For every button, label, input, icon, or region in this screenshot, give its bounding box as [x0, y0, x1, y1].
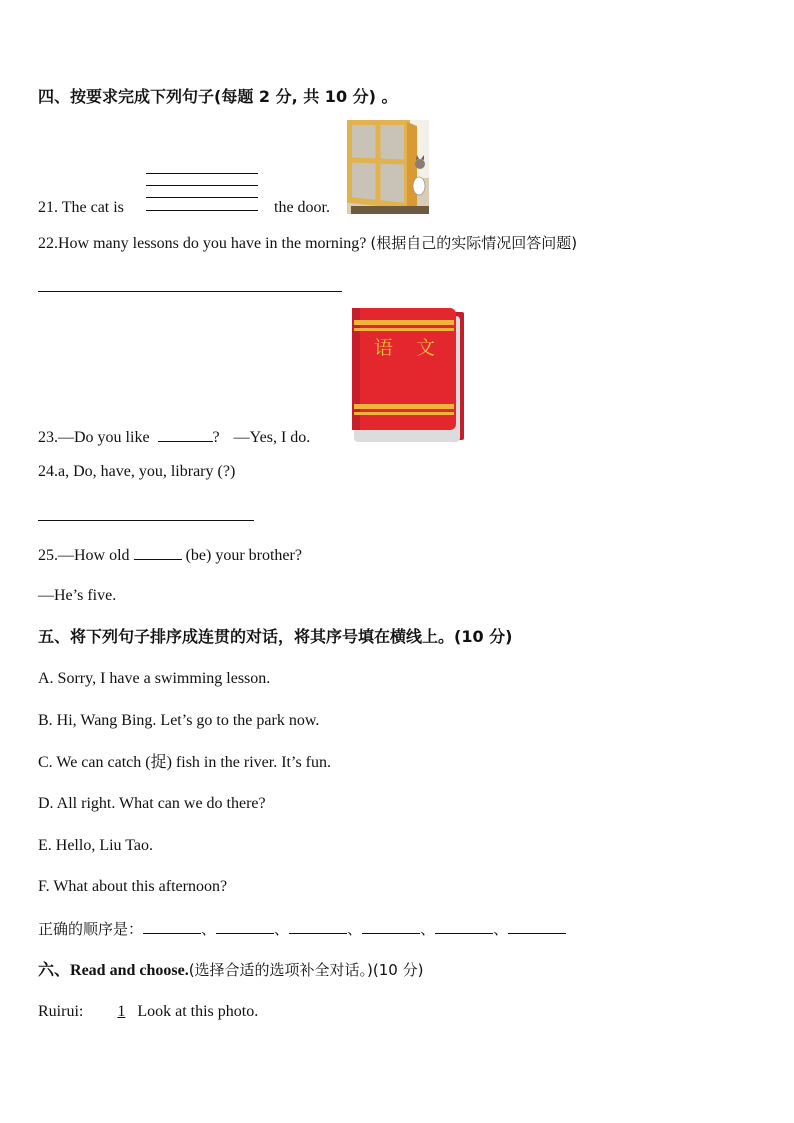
question-24: 24.a, Do, have, you, library (?) — [38, 463, 236, 480]
section6-note: (选择合适的选项补全对话。)(10 分) — [188, 961, 424, 979]
order-label: 正确的顺序是： — [38, 920, 144, 938]
book-label-char: 语 — [374, 337, 394, 359]
separator: 、 — [493, 920, 509, 938]
answer-blank[interactable] — [134, 545, 182, 560]
section6-heading — [38, 960, 423, 981]
question-22 — [38, 233, 577, 254]
order-blank-2[interactable] — [216, 919, 274, 934]
cat-behind-door-picture — [347, 120, 429, 214]
order-blank-4[interactable] — [362, 919, 420, 934]
q22-note: (根据自己的实际情况回答问题) — [370, 234, 578, 252]
chinese-book-picture — [350, 306, 466, 444]
order-blank-5[interactable] — [435, 919, 493, 934]
order-blank-1[interactable] — [143, 919, 201, 934]
dialogue-blank-1[interactable] — [93, 1003, 133, 1020]
answer-line[interactable] — [146, 185, 258, 186]
dialogue-text: Look at this photo. — [137, 1003, 259, 1020]
section6-title: Read and choose. — [70, 962, 189, 979]
separator: 、 — [274, 920, 290, 938]
q21-prefix: 21. The cat is — [38, 199, 124, 216]
answer-line[interactable] — [146, 173, 258, 174]
q25-reply: —He’s five. — [38, 587, 117, 604]
option-f: F. What about this afternoon? — [38, 878, 228, 895]
option-e: E. Hello, Liu Tao. — [38, 837, 154, 854]
answer-line[interactable] — [146, 210, 258, 211]
section5-heading: 五、将下列句子排序成连贯的对话，将其序号填在横线上。(10 分) — [38, 627, 513, 646]
q25-prefix: 25.—How old — [38, 547, 130, 564]
section6-number: 六、 — [38, 960, 71, 979]
section4-heading: 四、按要求完成下列句子(每题 2 分, 共 10 分) 。 — [38, 87, 398, 106]
q23-reply: —Yes, I do. — [233, 429, 311, 446]
q25-suffix: (be) your brother? — [185, 547, 302, 564]
q23-prefix: 23.—Do you like — [38, 429, 150, 446]
question-21 — [38, 198, 124, 218]
q21-suffix: the door. — [274, 199, 330, 216]
dialogue-line-1 — [38, 1002, 258, 1022]
question-25 — [38, 545, 302, 566]
answer-blank[interactable] — [158, 427, 213, 442]
separator: 、 — [420, 920, 436, 938]
blank-number: 1 — [117, 1003, 126, 1020]
answer-line[interactable] — [38, 520, 254, 521]
separator: 、 — [201, 920, 217, 938]
book-label-char: 文 — [416, 337, 436, 359]
option-c: C. We can catch (捉) fish in the river. It’s fun. — [38, 754, 332, 771]
order-blank-3[interactable] — [289, 919, 347, 934]
order-answer-row — [38, 919, 566, 940]
option-a: A. Sorry, I have a swimming lesson. — [38, 670, 271, 687]
q23-question-mark: ? — [212, 429, 220, 446]
answer-line[interactable] — [38, 291, 342, 292]
question-23 — [38, 427, 310, 448]
answer-line[interactable] — [146, 197, 258, 198]
separator: 、 — [347, 920, 363, 938]
q22-text: 22.How many lessons do you have in the morning? — [38, 235, 367, 252]
option-d: D. All right. What can we do there? — [38, 795, 266, 812]
order-blank-6[interactable] — [508, 919, 566, 934]
speaker-name: Ruirui: — [38, 1003, 84, 1020]
option-b: B. Hi, Wang Bing. Let’s go to the park now. — [38, 712, 320, 729]
